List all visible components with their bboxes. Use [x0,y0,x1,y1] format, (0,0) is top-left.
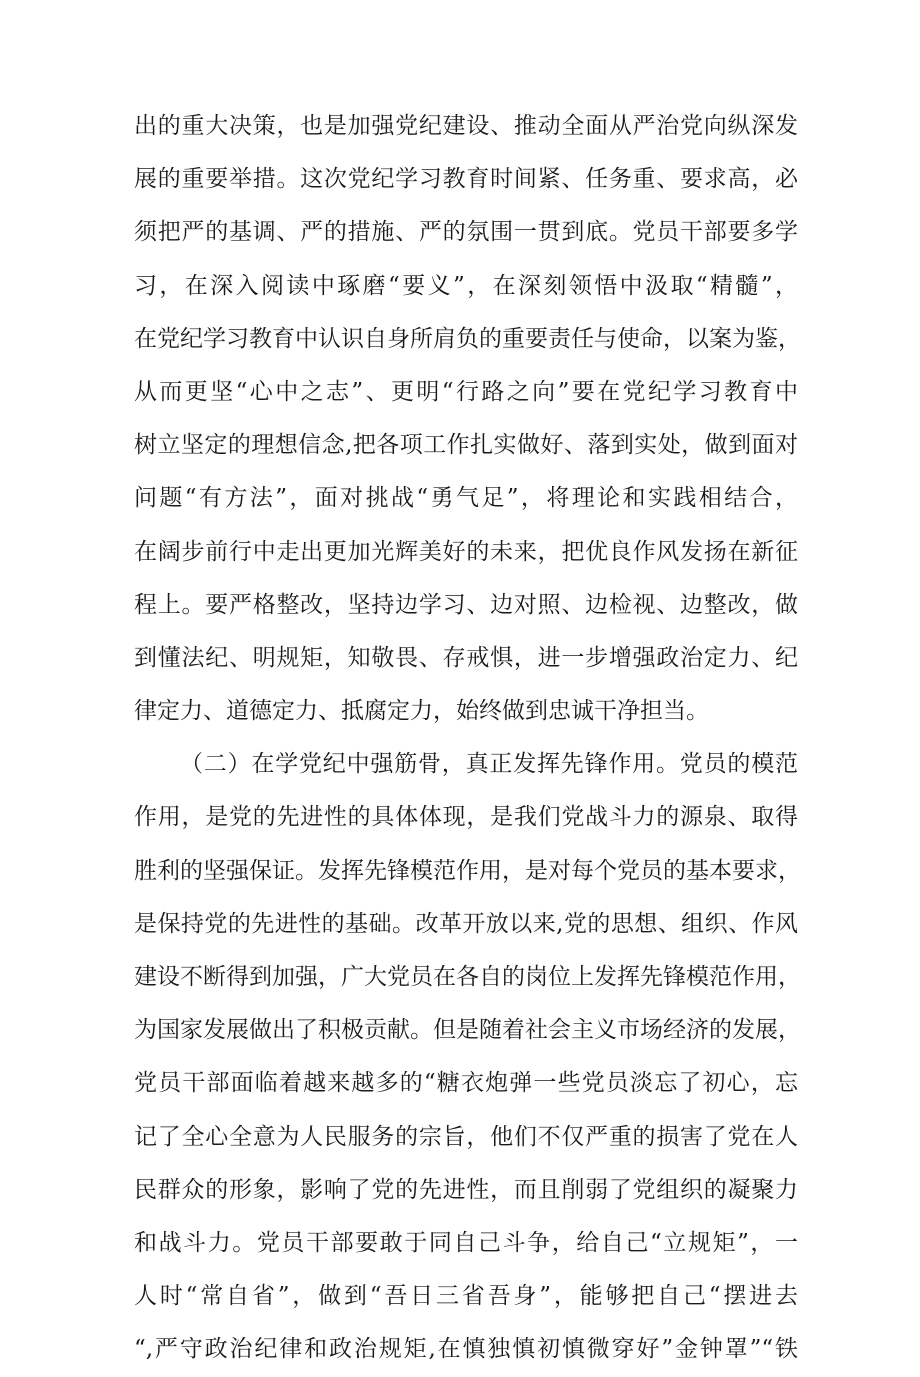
text-line: 建设不断得到加强，广大党员在各自的岗位上发挥先锋模范作用， [134,964,801,990]
text-line: 程上。要严格整改，坚持边学习、边对照、边检视、边整改，做 [134,591,798,618]
text-line: 问题“有方法”，面对挑战“勇气足”，将理论和实践相结合， [134,485,798,512]
text-line: 在党纪学习教育中认识自身所肩负的重要责任与使命，以案为鉴， [134,325,801,352]
text-line: 作用，是党的先进性的具体体现，是我们党战斗力的源泉、取得 [134,804,798,831]
section-heading-line: （二）在学党纪中强筋骨，真正发挥先锋作用。党员的模范 [180,751,798,778]
text-line: 树立坚定的理想信念,把各项工作扎实做好、落到实处，做到面对 [134,432,798,459]
text-line: 党员干部面临着越来越多的“糖衣炮弹一些党员淡忘了初心，忘 [134,1070,798,1097]
text-line: 人时“常自省”，做到“吾日三省吾身”，能够把自己“摆进去 [134,1283,798,1310]
text-line: 胜利的坚强保证。发挥先锋模范作用，是对每个党员的基本要求， [134,857,801,884]
text-line: 民群众的形象，影响了党的先进性，而且削弱了党组织的凝聚力 [134,1176,798,1203]
text-line: 习，在深入阅读中琢磨“要义”，在深刻领悟中汲取“精髓”， [134,272,798,299]
text-line: 律定力、道德定力、抵腐定力，始终做到忠诚干净担当。 [134,698,709,725]
text-line: 记了全心全意为人民服务的宗旨，他们不仅严重的损害了党在人 [134,1123,798,1150]
text-line: 为国家发展做出了积极贡献。但是随着社会主义市场经济的发展， [134,1017,801,1044]
text-line: 到懂法纪、明规矩，知敬畏、存戒惧，进一步增强政治定力、纪 [134,644,798,671]
text-line: “,严守政治纪律和政治规矩,在慎独慎初慎微穿好”金钟罩”“铁 [134,1336,798,1363]
text-line: 从而更坚“心中之志”、更明“行路之向”要在党纪学习教育中 [134,378,798,405]
text-line: 须把严的基调、严的措施、严的氛围一贯到底。党员干部要多学 [134,219,798,246]
text-line: 出的重大决策，也是加强党纪建设、推动全面从严治党向纵深发 [134,113,798,139]
paragraph-1 [134,100,801,738]
body-text [134,100,801,1377]
text-line: 和战斗力。党员干部要敢于同自己斗争，给自己“立规矩”，一 [134,1229,798,1256]
text-line: 是保持党的先进性的基础。改革开放以来,党的思想、组织、作风 [134,910,798,937]
paragraph-2 [134,738,801,1376]
text-line: 在阔步前行中走出更加光辉美好的未来，把优良作风发扬在新征 [134,538,798,565]
text-line: 展的重要举措。这次党纪学习教育时间紧、任务重、要求高，必 [134,166,798,193]
